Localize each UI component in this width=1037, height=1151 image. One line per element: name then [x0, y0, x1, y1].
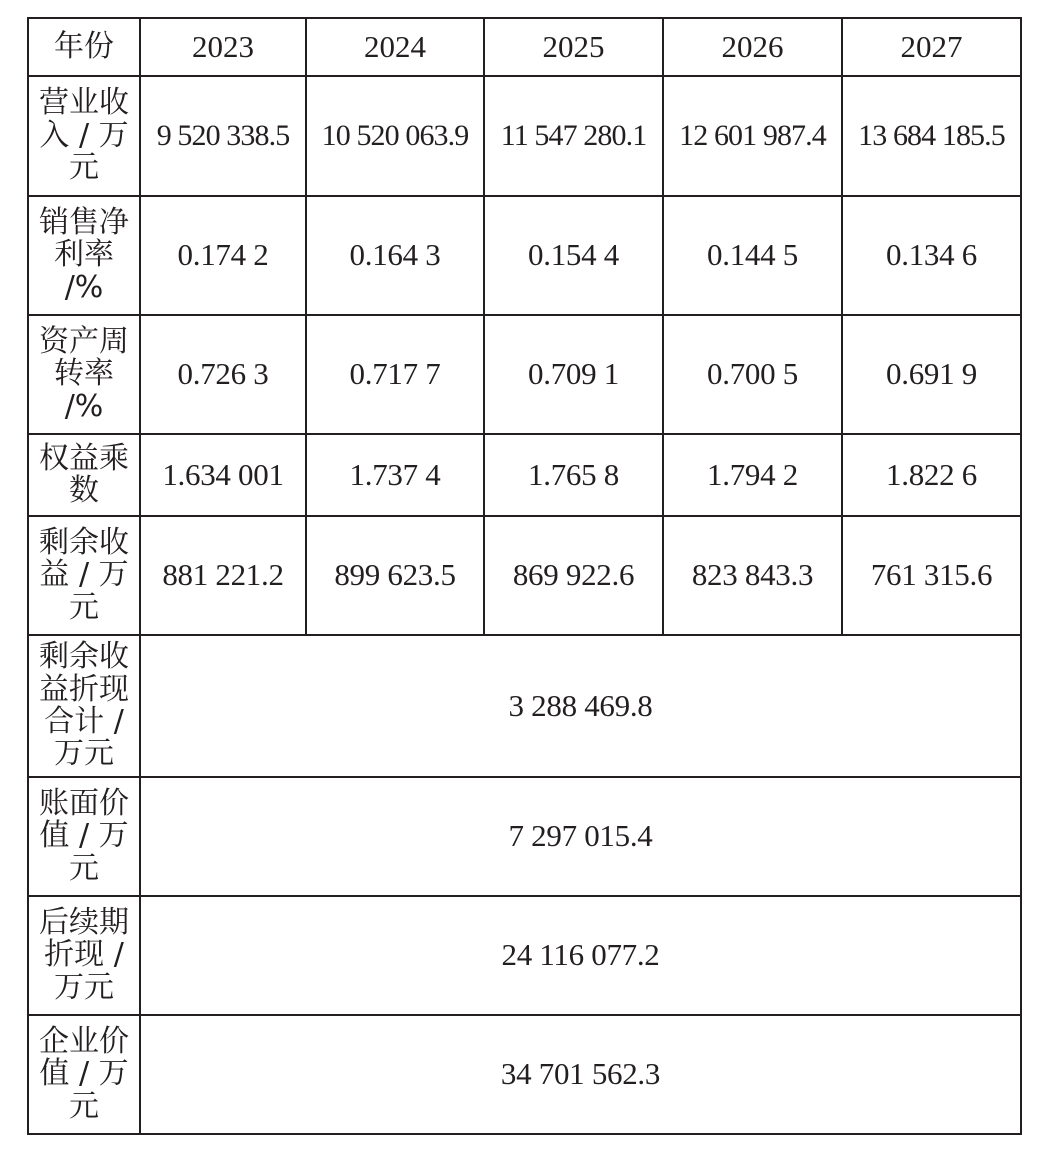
row-label-text: 剩余收益 / 万元 [39, 524, 129, 625]
table-cell: 899 623.5 [306, 516, 484, 635]
table-cell: 823 843.3 [663, 516, 842, 635]
header-year: 2025 [484, 18, 663, 76]
row-label-text: 企业价值 / 万元 [39, 1023, 129, 1124]
row-label-text: 后续期折现 / 万元 [39, 904, 129, 1005]
table-row-asset-turnover [28, 315, 1021, 434]
header-year: 2023 [140, 18, 306, 76]
table-cell: 10 520 063.9 [306, 76, 484, 196]
table-row-enterprise-value [28, 1015, 1021, 1134]
table-cell: 0.717 7 [306, 315, 484, 434]
header-year: 2026 [663, 18, 842, 76]
table-cell: 869 922.6 [484, 516, 663, 635]
table-cell: 0.174 2 [140, 196, 306, 315]
row-label [28, 76, 140, 196]
summary-value: 24 116 077.2 [140, 896, 1021, 1015]
table-cell: 0.700 5 [663, 315, 842, 434]
summary-value: 3 288 469.8 [140, 635, 1021, 777]
table-cell: 0.691 9 [842, 315, 1021, 434]
table-cell: 13 684 185.5 [842, 76, 1021, 196]
row-label-text: 营业收入 / 万元 [39, 85, 129, 186]
table-cell: 12 601 987.4 [663, 76, 842, 196]
table-cell: 881 221.2 [140, 516, 306, 635]
row-label-text: 权益乘数 [39, 440, 129, 508]
table-cell: 1.765 8 [484, 434, 663, 516]
table-cell: 0.154 4 [484, 196, 663, 315]
table-cell: 9 520 338.5 [140, 76, 306, 196]
table-cell: 0.709 1 [484, 315, 663, 434]
row-label [28, 516, 140, 635]
table-cell: 1.794 2 [663, 434, 842, 516]
table-row-book-value [28, 777, 1021, 896]
table-cell: 1.634 001 [140, 434, 306, 516]
header-year: 2027 [842, 18, 1021, 76]
table-cell: 0.144 5 [663, 196, 842, 315]
table-cell: 0.726 3 [140, 315, 306, 434]
header-label-year: 年份 [28, 18, 140, 76]
table-row-discounted-residual-income-total [28, 635, 1021, 777]
row-label-text: 资产周转率 /% [39, 323, 129, 424]
table-cell: 761 315.6 [842, 516, 1021, 635]
valuation-table [27, 17, 1022, 1135]
row-label [28, 1015, 140, 1134]
row-label [28, 315, 140, 434]
row-label [28, 777, 140, 896]
row-label-text: 剩余收益折现合计 / 万元 [39, 639, 129, 772]
table-row-residual-income [28, 516, 1021, 635]
table-cell: 11 547 280.1 [484, 76, 663, 196]
table-cell: 0.164 3 [306, 196, 484, 315]
table-row-net-profit-margin [28, 196, 1021, 315]
row-label [28, 196, 140, 315]
summary-value: 34 701 562.3 [140, 1015, 1021, 1134]
header-year: 2024 [306, 18, 484, 76]
row-label [28, 434, 140, 516]
table-row-equity-multiplier [28, 434, 1021, 516]
table-row-terminal-discount [28, 896, 1021, 1015]
row-label [28, 896, 140, 1015]
table-cell: 0.134 6 [842, 196, 1021, 315]
header-row [28, 18, 1021, 76]
row-label-text: 销售净利率 /% [39, 204, 129, 305]
table-cell: 1.737 4 [306, 434, 484, 516]
row-label [28, 635, 140, 777]
table-row-revenue [28, 76, 1021, 196]
row-label-text: 账面价值 / 万元 [39, 785, 129, 886]
table-cell: 1.822 6 [842, 434, 1021, 516]
summary-value: 7 297 015.4 [140, 777, 1021, 896]
